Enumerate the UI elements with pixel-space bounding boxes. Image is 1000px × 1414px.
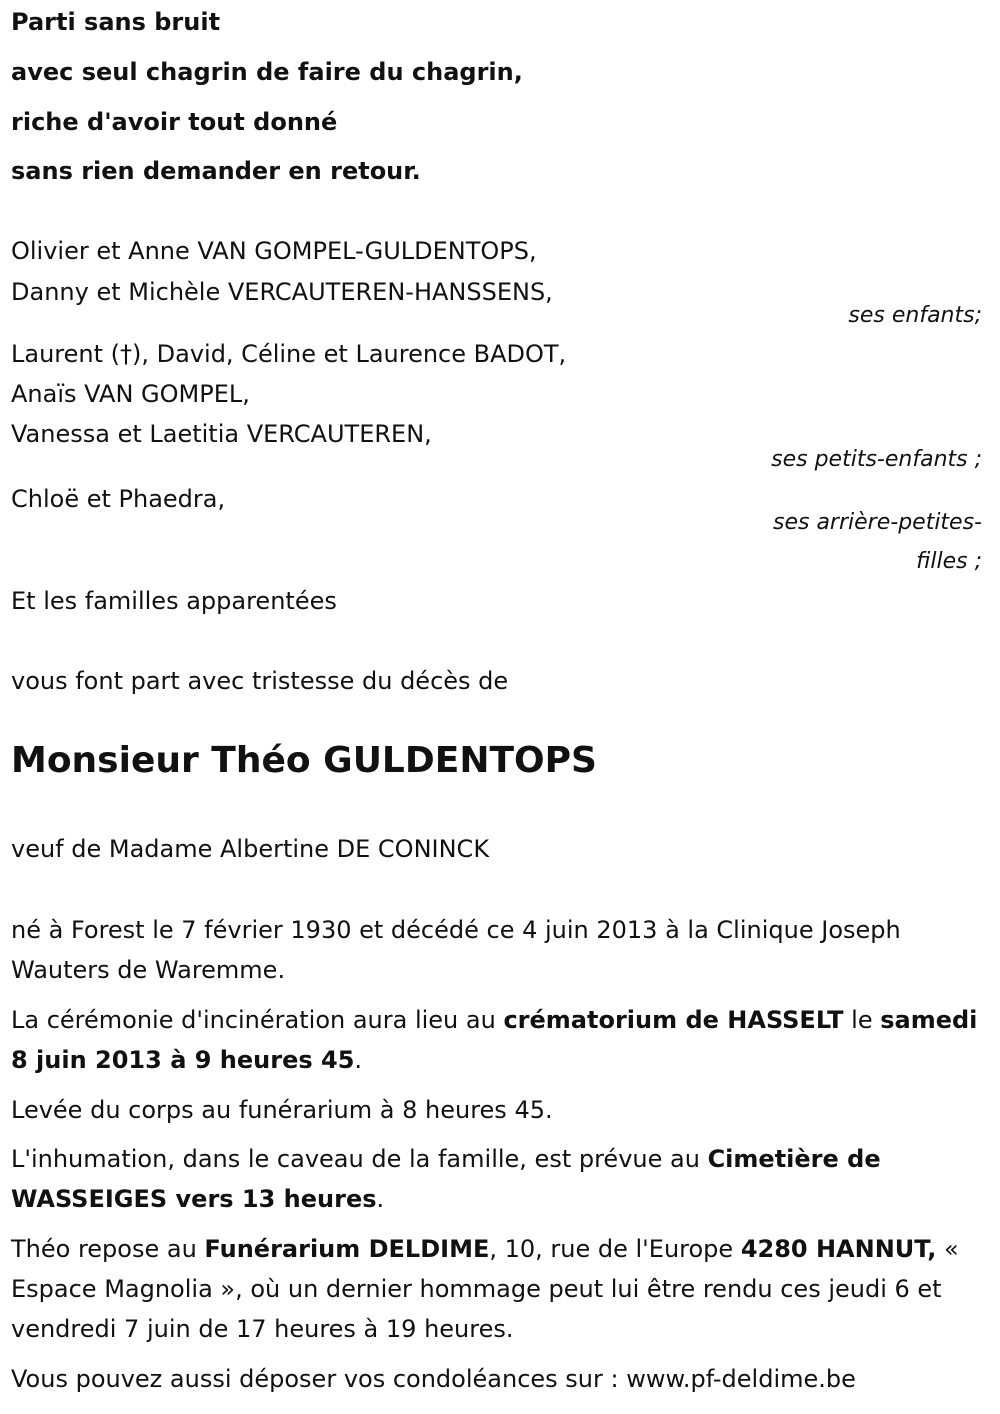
funerarium-text-1: Théo repose au xyxy=(11,1235,205,1263)
levee-paragraph: Levée du corps au funérarium à 8 heures 45. xyxy=(11,1096,553,1124)
ceremony-text-1: La cérémonie d'incinération aura lieu au xyxy=(11,1006,504,1034)
funerarium-text-2: , 10, rue de l'Europe xyxy=(489,1235,741,1263)
children-name-2: Danny et Michèle VERCAUTEREN-HANSSENS, xyxy=(11,278,553,306)
funerarium-text-3: « Espace Magnolia », où un dernier hommage peut lui être rendu ces jeudi 6 et vendredi 7 juin de 17 heures à 19 heures. xyxy=(11,1235,959,1343)
funerarium-postcode-city: 4280 HANNUT, xyxy=(740,1235,937,1263)
ceremony-paragraph xyxy=(11,1000,986,1080)
poem-line-1: Parti sans bruit xyxy=(11,8,221,36)
condolences-line: Vous pouvez aussi déposer vos condoléances sur : www.pf-deldime.be xyxy=(11,1365,856,1393)
poem-line-4: sans rien demander en retour. xyxy=(11,157,421,185)
funerarium-name: Funérarium DELDIME xyxy=(204,1235,490,1263)
burial-text-1: L'inhumation, dans le caveau de la famille, est prévue au xyxy=(11,1145,708,1173)
ceremony-date: samedi 8 juin 2013 à 9 heures 45 xyxy=(11,1006,978,1074)
great-grandchildren-role-line-1: ses arrière-petites- xyxy=(773,510,982,535)
great-grandchildren-name: Chloë et Phaedra, xyxy=(11,485,226,513)
grandchildren-role: ses petits-enfants ; xyxy=(771,447,982,472)
birth-death-paragraph: né à Forest le 7 février 1930 et décédé ce 4 juin 2013 à la Clinique Joseph Wauters de Waremme. xyxy=(11,916,901,984)
great-grandchildren-role-line-2: filles ; xyxy=(916,549,982,574)
burial-text-2: . xyxy=(376,1185,385,1213)
poem-line-2: avec seul chagrin de faire du chagrin, xyxy=(11,58,523,86)
grandchildren-name-3: Vanessa et Laetitia VERCAUTEREN, xyxy=(11,420,432,448)
deceased-name: Monsieur Théo GULDENTOPS xyxy=(11,740,597,781)
grandchildren-name-2: Anaïs VAN GOMPEL, xyxy=(11,380,250,408)
children-name-1: Olivier et Anne VAN GOMPEL-GULDENTOPS, xyxy=(11,237,537,265)
poem-line-3: riche d'avoir tout donné xyxy=(11,108,338,136)
burial-cemetery: Cimetière de WASSEIGES vers 13 heures xyxy=(11,1145,881,1213)
ceremony-crematorium: crématorium de HASSELT xyxy=(503,1006,844,1034)
children-role: ses enfants; xyxy=(848,303,982,328)
announcement-line: vous font part avec tristesse du décès de xyxy=(11,667,509,695)
ceremony-text-3: . xyxy=(354,1046,363,1074)
grandchildren-name-1: Laurent (†), David, Céline et Laurence BADOT, xyxy=(11,340,567,368)
funerarium-paragraph xyxy=(11,1229,986,1349)
burial-paragraph xyxy=(11,1139,986,1219)
families-line: Et les familles apparentées xyxy=(11,587,337,615)
widower-line: veuf de Madame Albertine DE CONINCK xyxy=(11,835,490,863)
ceremony-text-2: le xyxy=(843,1006,881,1034)
